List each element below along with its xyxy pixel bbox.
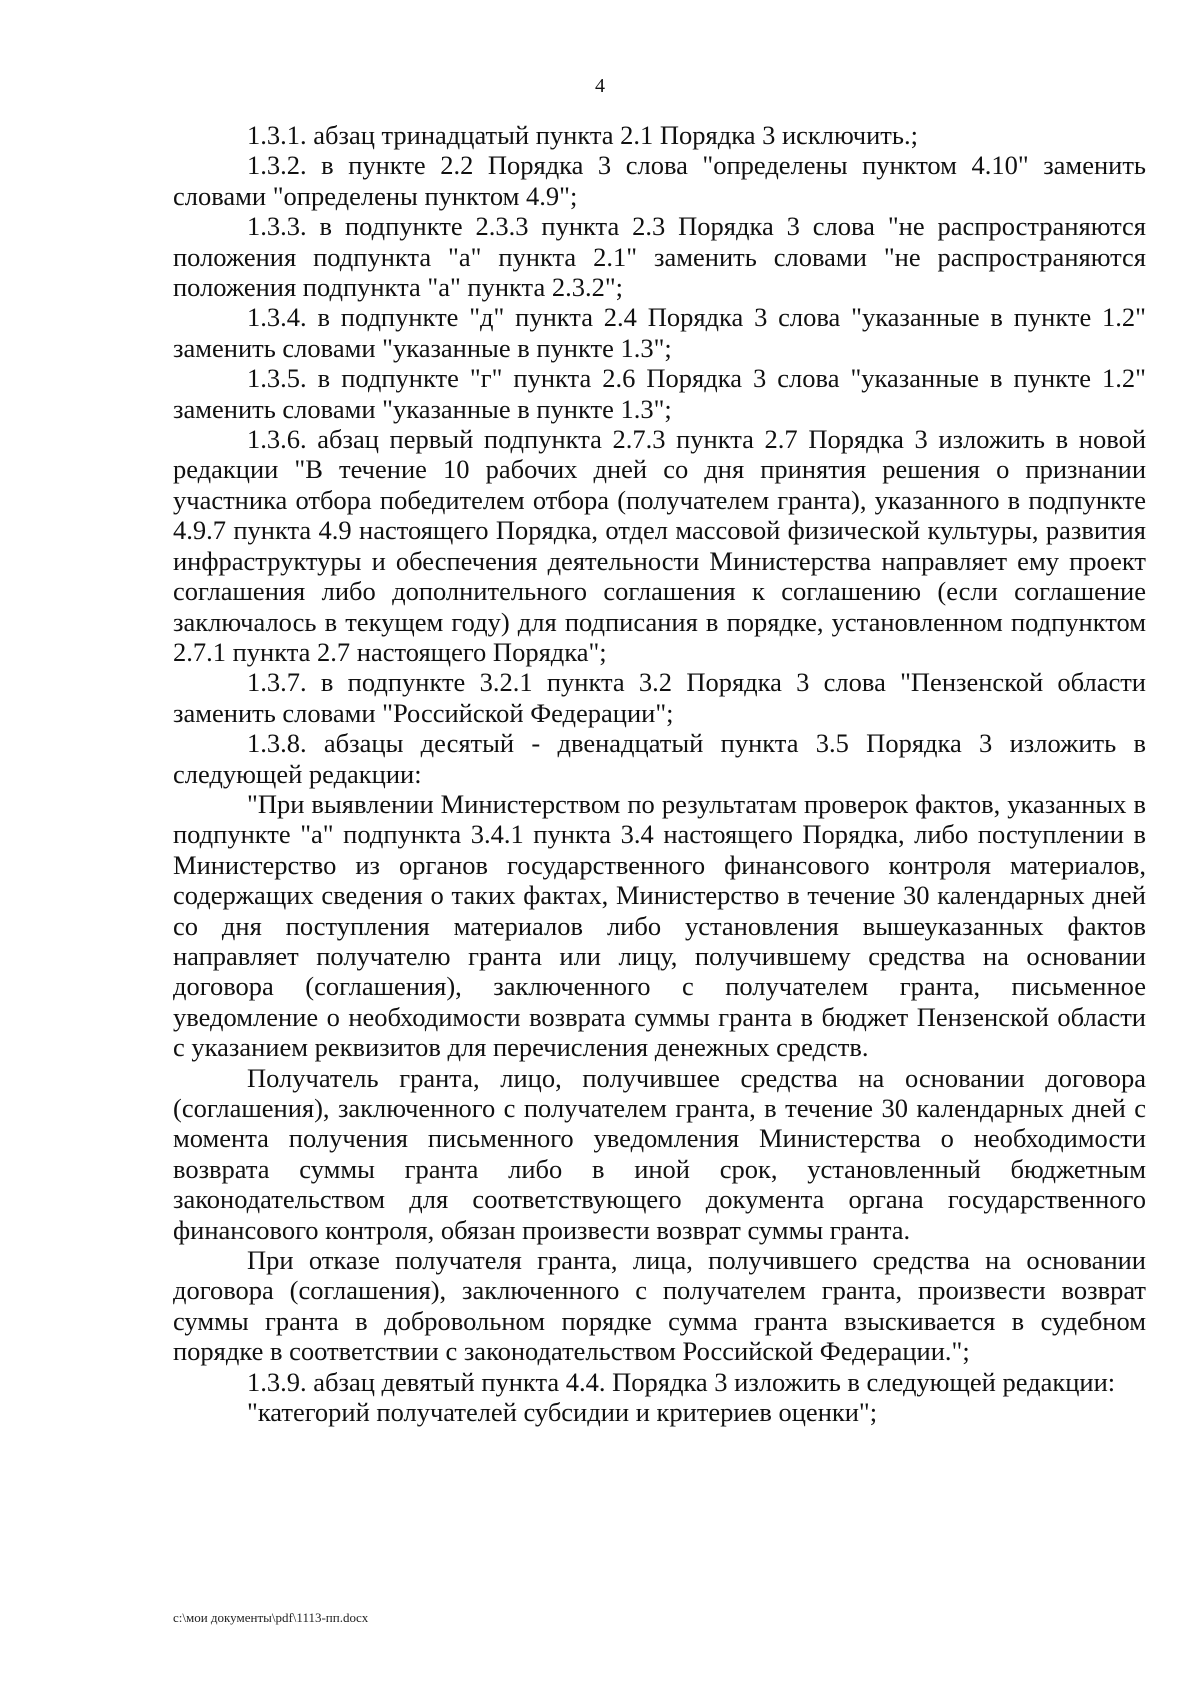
document-body (173, 120, 1146, 1427)
page-number: 4 (595, 75, 605, 97)
quoted-paragraph-refund: Получатель гранта, лицо, получившее средства на основании договора (соглашения), заключенного с получателем гранта, в течение 30 календарных дней с момента получения письменного уведомления Министерства о необходимости возврата суммы гранта либо в иной срок, установленный бюджетным законодательством для соответствующего документа органа государственного финансового контроля, обязан произвести возврат суммы гранта. (173, 1062, 1146, 1245)
paragraph-1-3-2: 1.3.2. в пункте 2.2 Порядка 3 слова "определены пунктом 4.10" заменить словами "определены пунктом 4.9"; (173, 150, 1146, 211)
paragraph-1-3-4: 1.3.4. в подпункте "д" пункта 2.4 Порядка 3 слова "указанные в пункте 1.2" заменить словами "указанные в пункте 1.3"; (173, 302, 1146, 363)
quoted-paragraph-violation: "При выявлении Министерством по результатам проверок фактов, указанных в подпункте "а" подпункта 3.4.1 пункта 3.4 настоящего Порядка, либо поступлении в Министерство из органов государственного финансового контроля материалов, содержащих сведения о таких фактах, Министерство в течение 30 календарных дней со дня поступления материалов либо установления вышеуказанных фактов направляет получателю гранта или лицу, получившему средства на основании договора (соглашения), заключенного с получателем гранта, письменное уведомление о необходимости возврата суммы гранта в бюджет Пензенской области с указанием реквизитов для перечисления денежных средств. (173, 788, 1146, 1063)
paragraph-1-3-3: 1.3.3. в подпункте 2.3.3 пункта 2.3 Порядка 3 слова "не распространяются положения подпункта "а" пункта 2.1" заменить словами "не распространяются положения подпункта "а" пункта 2.3.2"; (173, 211, 1146, 303)
paragraph-1-3-5: 1.3.5. в подпункте "г" пункта 2.6 Порядка 3 слова "указанные в пункте 1.2" заменить словами "указанные в пункте 1.3"; (173, 363, 1146, 424)
quoted-paragraph-categories: "категорий получателей субсидии и критериев оценки"; (247, 1397, 878, 1428)
paragraph-1-3-1: 1.3.1. абзац тринадцатый пункта 2.1 Порядка 3 исключить.; (247, 120, 918, 150)
quoted-paragraph-refusal: При отказе получателя гранта, лица, получившего средства на основании договора (соглашения), заключенного с получателем гранта, произвести возврат суммы гранта в добровольном порядке сумма гранта взыскивается в судебном порядке в соответствии с законодательством Российской Федерации."; (173, 1245, 1146, 1367)
paragraph-1-3-9: 1.3.9. абзац девятый пункта 4.4. Порядка 3 изложить в следующей редакции: (247, 1366, 1116, 1397)
paragraph-1-3-6: 1.3.6. абзац первый подпункта 2.7.3 пункта 2.7 Порядка 3 изложить в новой редакции "В течение 10 рабочих дней со дня принятия решения о признании участника отбора победителем отбора (получателем гранта), указанного в подпункте 4.9.7 пункта 4.9 настоящего Порядка, отдел массовой физической культуры, развития инфраструктуры и обеспечения деятельности Министерства направляет ему проект соглашения либо дополнительного соглашения к соглашению (если соглашение заключалось в текущем году) для подписания в порядке, установленном подпунктом 2.7.1 пункта 2.7 настоящего Порядка"; (173, 424, 1146, 667)
paragraph-1-3-8: 1.3.8. абзацы десятый - двенадцатый пункта 3.5 Порядка 3 изложить в следующей редакции: (173, 728, 1146, 789)
paragraph-1-3-7: 1.3.7. в подпункте 3.2.1 пункта 3.2 Порядка 3 слова "Пензенской области заменить словами "Российской Федерации"; (173, 667, 1146, 728)
footer-file-path: c:\мои документы\pdf\1113-пп.docx (173, 1610, 369, 1625)
